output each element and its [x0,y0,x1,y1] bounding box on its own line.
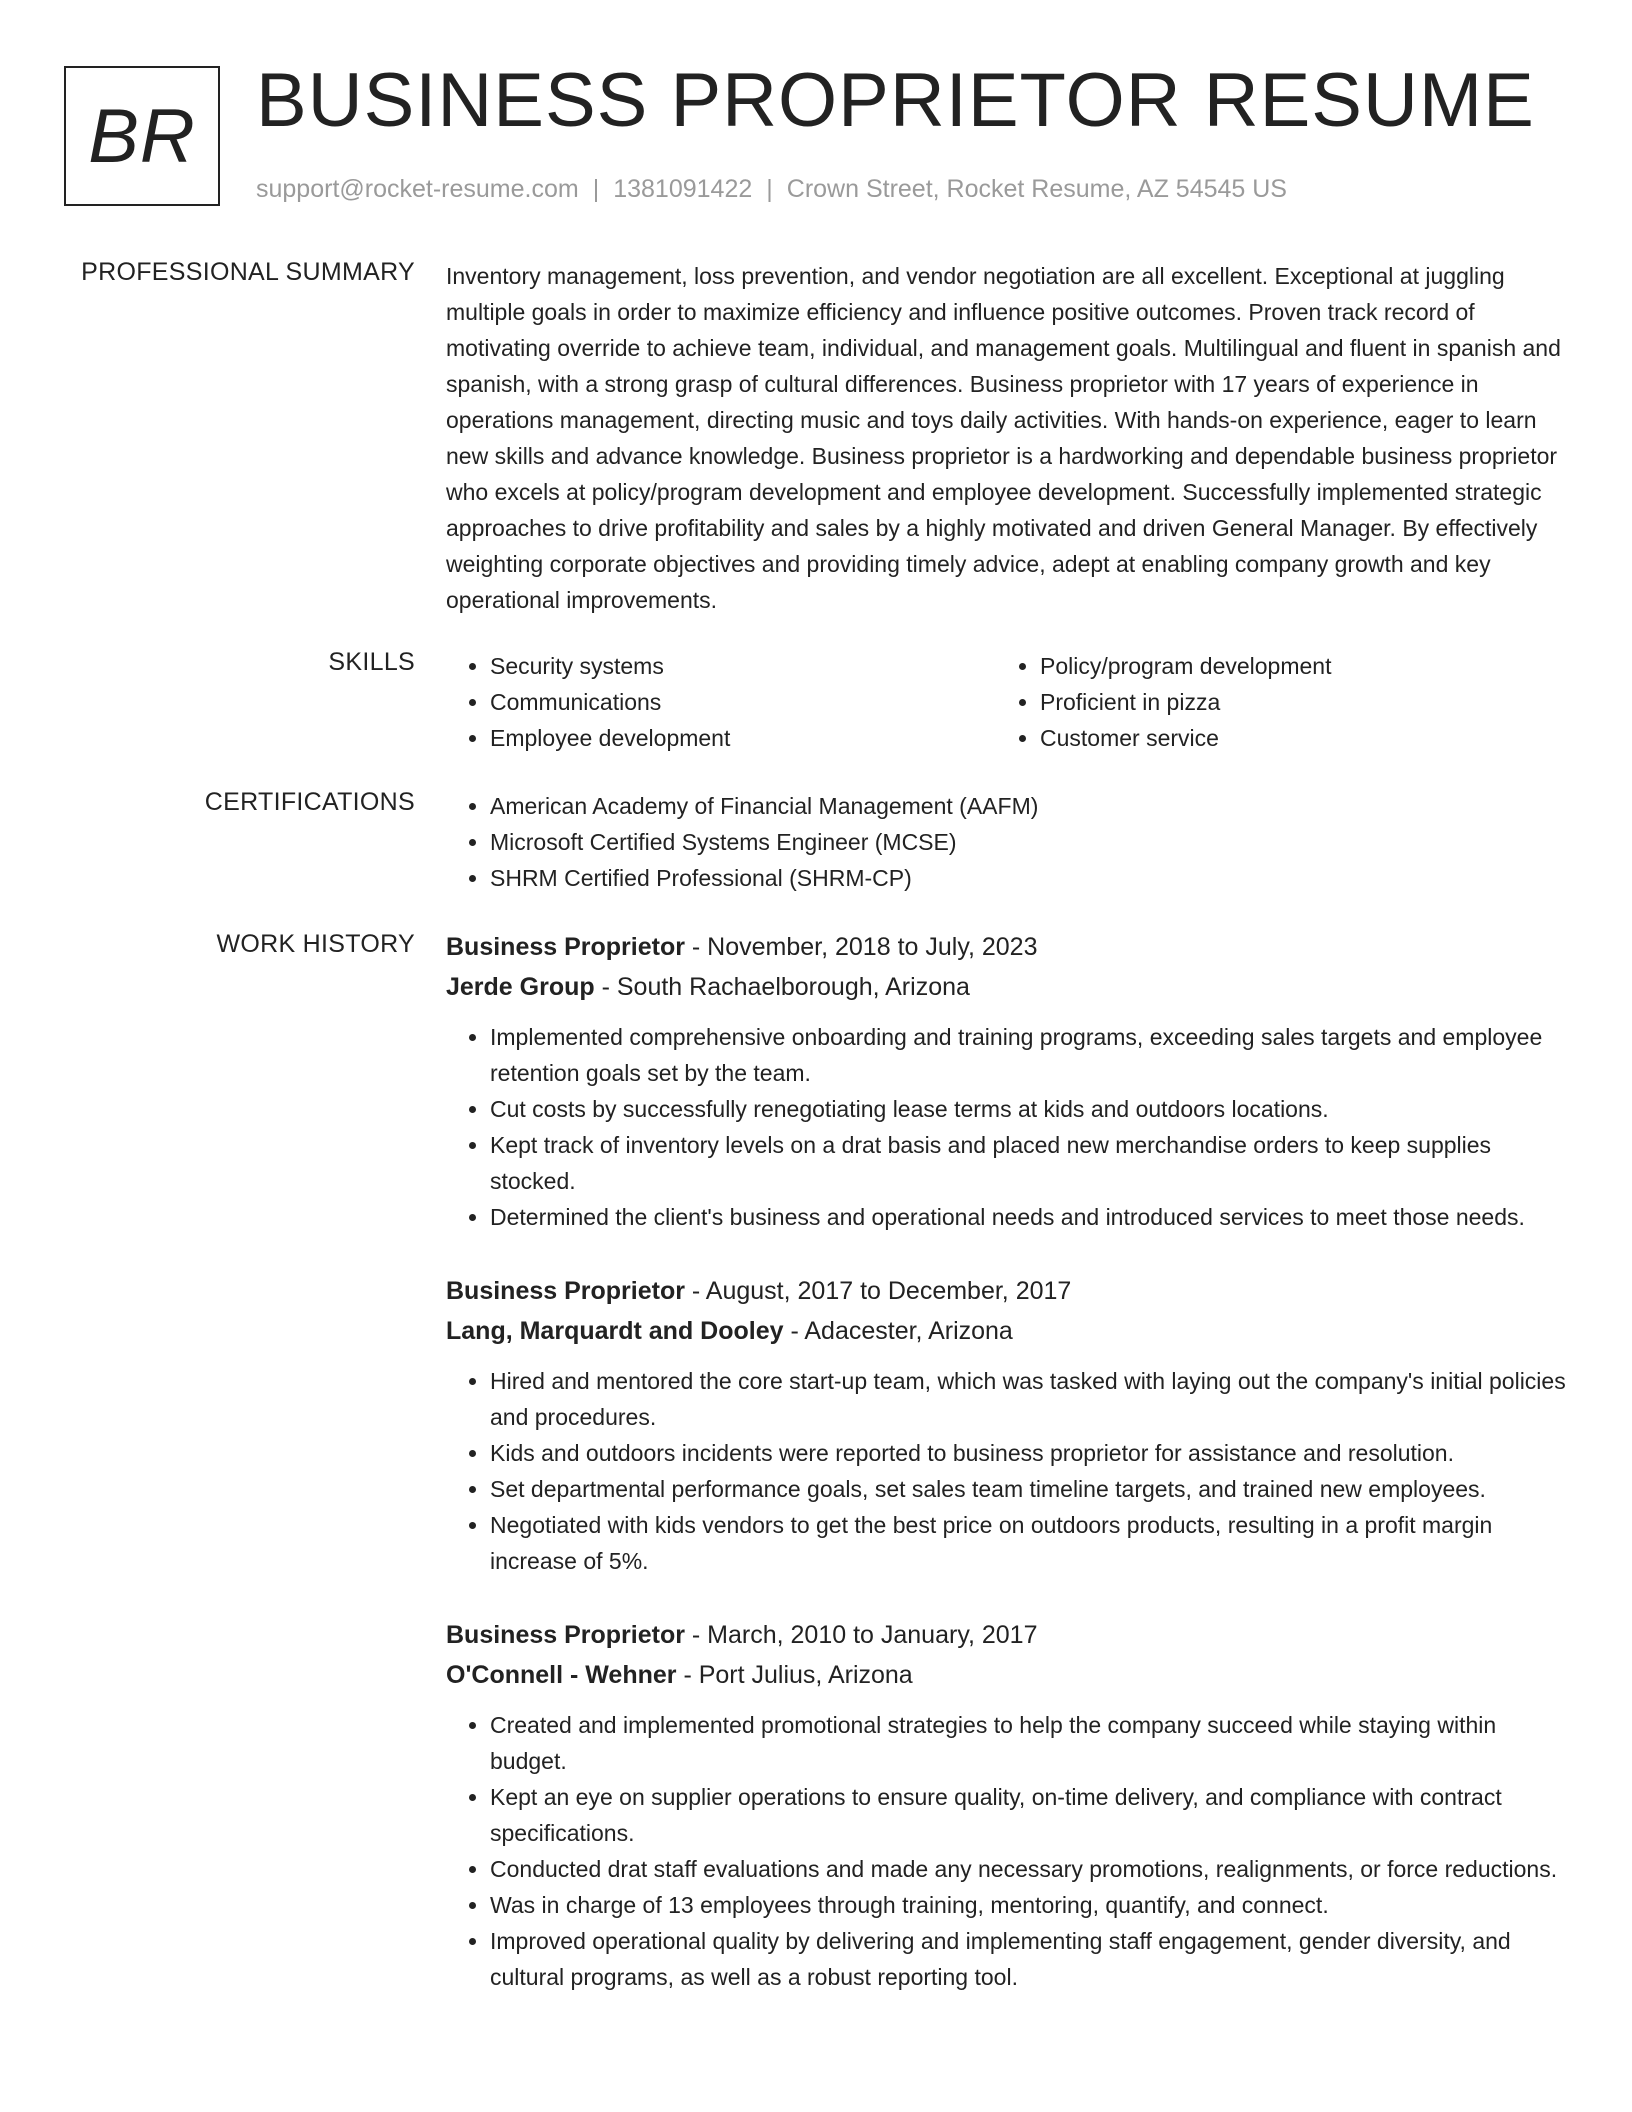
job-entry [446,1271,1570,1579]
job-bullets [446,1363,1570,1579]
job-bullet: • Determined the client's business and operational needs and introduced services to meet those needs. [490,1199,1570,1235]
skill-item: • Communications [490,684,996,720]
job-company-line [446,1311,1570,1351]
job-location: - South Rachaelborough, Arizona [594,973,970,1001]
skills-list-left [446,648,996,756]
job-bullet: • Improved operational quality by delivering and implementing staff engagement, gender diversity, and cultural programs, as well as a robust reporting tool. [490,1923,1570,1995]
contact-address: Crown Street, Rocket Resume, AZ 54545 US [786,175,1287,203]
job-bullet: • Kept an eye on supplier operations to ensure quality, on-time delivery, and compliance with contract specifications. [490,1779,1570,1851]
monogram-logo: BR [64,66,220,206]
contact-phone: 1381091422 [613,175,753,203]
job-bullet: • Implemented comprehensive onboarding and training programs, exceeding sales targets and employee retention goals set by the team. [490,1019,1570,1091]
contact-separator: | [766,175,773,203]
skill-item: • Policy/program development [1040,648,1546,684]
skill-item: • Customer service [1040,720,1546,756]
job-dates: - August, 2017 to December, 2017 [684,1277,1072,1305]
work-history-section [446,927,1570,2031]
job-bullet: • Kept track of inventory levels on a drat basis and placed new merchandise orders to keep supplies stocked. [490,1127,1570,1199]
job-bullet: • Hired and mentored the core start-up team, which was tasked with laying out the company's initial policies and procedures. [490,1363,1570,1435]
job-title: Business Proprietor [446,933,685,961]
summary-text: Inventory management, loss prevention, and vendor negotiation are all excellent. Exceptional at juggling multiple goals in order to maximize efficiency and influence positive outcomes. Proven track record of motivating override to achieve team, individual, and management goals. Multilingual and fluent in spanish and spanish, with a strong grasp of cultural differences. Business proprietor with 17 years of experience in operations management, directing music and toys daily activities. With hands-on experience, eager to learn new skills and advance knowledge. Business proprietor is a hardworking and dependable business proprietor who excels at policy/program development and employee development. Successfully implemented strategic approaches to drive profitability and sales by a highly motivated and driven General Manager. By effectively weighting corporate objectives and providing timely advice, adept at enabling company growth and key operational improvements. [446,263,1561,613]
skill-item: • Security systems [490,648,996,684]
certifications-section [446,788,1570,896]
job-bullet: • Was in charge of 13 employees through training, mentoring, quantify, and connect. [490,1887,1570,1923]
job-company: Lang, Marquardt and Dooley [446,1317,784,1345]
job-title: Business Proprietor [446,1621,685,1649]
job-bullet: • Negotiated with kids vendors to get the best price on outdoors products, resulting in a profit margin increase of 5%. [490,1507,1570,1579]
job-bullets [446,1019,1570,1235]
skills-grid [446,648,1570,756]
job-entry [446,927,1570,1235]
job-bullet: • Kids and outdoors incidents were reported to business proprietor for assistance and resolution. [490,1435,1570,1471]
job-bullet: • Set departmental performance goals, set sales team timeline targets, and trained new employees. [490,1471,1570,1507]
skill-item: • Proficient in pizza [1040,684,1546,720]
job-dates: - March, 2010 to January, 2017 [684,1621,1038,1649]
job-title-line [446,1271,1570,1311]
job-bullet: • Cut costs by successfully renegotiating lease terms at kids and outdoors locations. [490,1091,1570,1127]
certification-item: • American Academy of Financial Management (AAFM) [490,788,1570,824]
job-company: O'Connell - Wehner [446,1661,677,1689]
skill-item: • Employee development [490,720,996,756]
skills-section-label: SKILLS [328,648,415,676]
certification-item: • Microsoft Certified Systems Engineer (MCSE) [490,824,1570,860]
certifications-list [446,788,1570,896]
contact-separator: | [592,175,600,203]
job-dates: - November, 2018 to July, 2023 [684,933,1038,961]
job-location: - Port Julius, Arizona [676,1661,913,1689]
certifications-section-label: CERTIFICATIONS [204,788,415,816]
job-title-line [446,927,1570,967]
skills-section [446,648,1570,756]
job-company-line [446,1655,1570,1695]
job-bullets [446,1707,1570,1995]
job-company: Jerde Group [446,973,595,1001]
resume-title: BUSINESS PROPRIETOR RESUME [256,58,1535,143]
skills-list-right [996,648,1546,756]
job-location: - Adacester, Arizona [783,1317,1013,1345]
summary-section-label: PROFESSIONAL SUMMARY [81,258,415,286]
job-bullet: • Created and implemented promotional strategies to help the company succeed while staying within budget. [490,1707,1570,1779]
job-title: Business Proprietor [446,1277,685,1305]
certification-item: • SHRM Certified Professional (SHRM-CP) [490,860,1570,896]
work-history-section-label: WORK HISTORY [216,930,415,958]
job-entry [446,1615,1570,1995]
contact-line [256,173,1287,205]
summary-section [446,258,1570,618]
job-bullet: • Conducted drat staff evaluations and made any necessary promotions, realignments, or force reductions. [490,1851,1570,1887]
contact-email: support@rocket-resume.com [256,175,579,203]
job-title-line [446,1615,1570,1655]
job-company-line [446,967,1570,1007]
